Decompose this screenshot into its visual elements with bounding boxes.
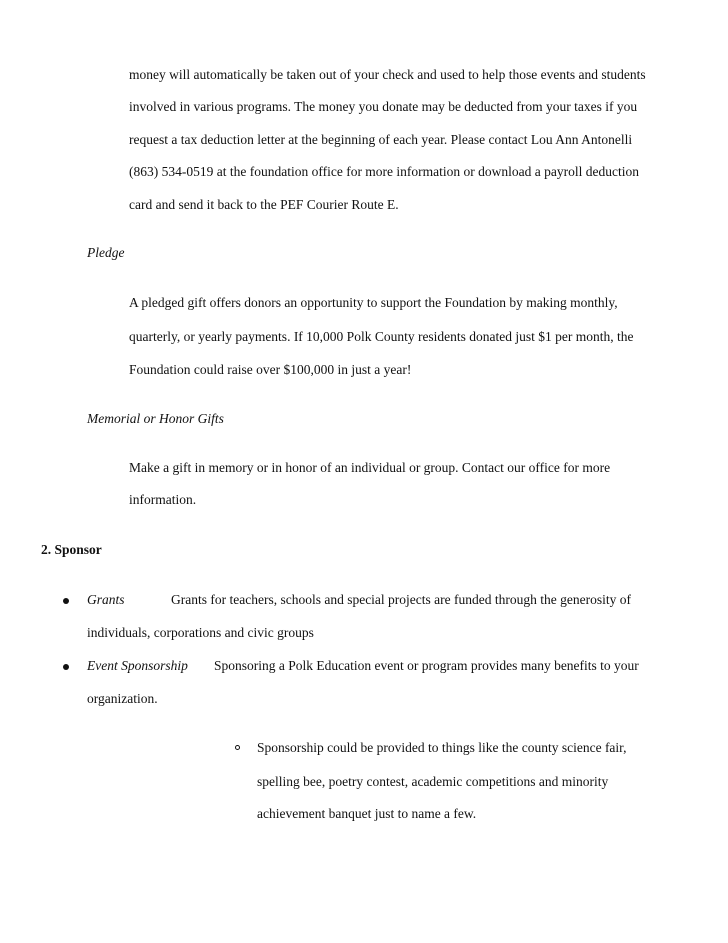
pledge-heading: Pledge <box>87 245 125 260</box>
sub-bullet-text-line: spelling bee, poetry contest, academic competitions and minority <box>257 774 609 789</box>
sub-bullet-text-line: Sponsorship could be provided to things like the county science fair, <box>257 740 627 755</box>
sponsor-heading: 2. Sponsor <box>41 542 102 557</box>
payroll-text-line: money will automatically be taken out of your check and used to help those events and students <box>129 67 646 82</box>
memorial-text-line: Make a gift in memory or in honor of an individual or group. Contact our office for more <box>129 460 611 475</box>
pledge-text-line: quarterly, or yearly payments. If 10,000 Polk County residents donated just $1 per month, the <box>129 329 634 344</box>
payroll-text-line: request a tax deduction letter at the beginning of each year. Please contact Lou Ann Antonelli <box>129 132 633 147</box>
memorial-text-line: information. <box>129 492 197 507</box>
grants-term: Grants <box>87 592 125 607</box>
bullet-icon <box>63 598 69 604</box>
pledge-text-line: A pledged gift offers donors an opportunity to support the Foundation by making monthly, <box>129 295 618 310</box>
event-sponsorship-term: Event Sponsorship <box>87 658 188 673</box>
grants-text-line: Grants for teachers, schools and special projects are funded through the generosity of <box>171 592 631 607</box>
memorial-heading: Memorial or Honor Gifts <box>87 411 224 426</box>
sub-bullet-text-line: achievement banquet just to name a few. <box>257 806 477 821</box>
payroll-text-line: involved in various programs. The money you donate may be deducted from your taxes if you <box>129 99 638 114</box>
event-sponsorship-text-line: Sponsoring a Polk Education event or program provides many benefits to your <box>214 658 639 673</box>
event-sponsorship-text-line: organization. <box>87 691 158 706</box>
grants-text-line: individuals, corporations and civic groups <box>87 625 314 640</box>
payroll-text-line: (863) 534-0519 at the foundation office for more information or download a payroll deduction <box>129 164 639 179</box>
hollow-bullet-icon <box>235 745 240 750</box>
pledge-text-line: Foundation could raise over $100,000 in just a year! <box>129 362 412 377</box>
payroll-text-line: card and send it back to the PEF Courier Route E. <box>129 197 399 212</box>
bullet-icon <box>63 664 69 670</box>
